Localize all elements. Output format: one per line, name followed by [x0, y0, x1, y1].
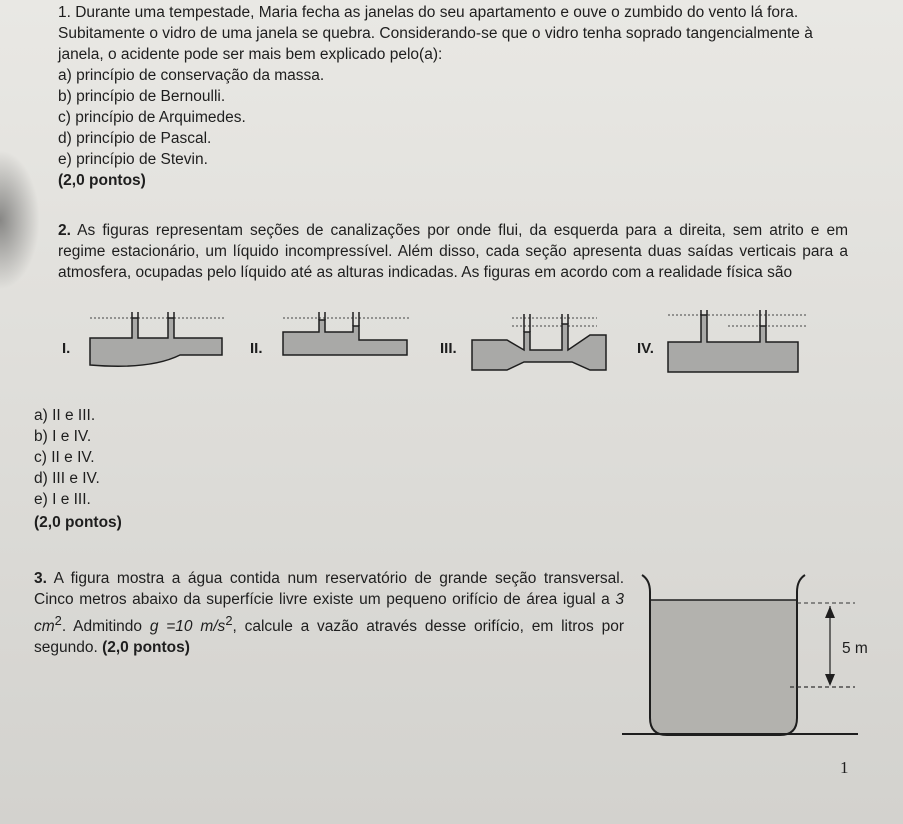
- pipe-figure-ii: [283, 310, 413, 375]
- q2-text: As figuras representam seções de canalizações por onde flui, da esquerda para a direita, sem atrito e em regime estacionário, um líquido incompressível. Além disso, cada seção apresenta duas saídas verticais para a atmosfera, ocupadas pelo líquido até as alturas indicadas. As figuras em acordo com a realidade física são: [58, 222, 849, 281]
- figure-label-ii: II.: [250, 340, 263, 357]
- q2-option-b: b) I e IV.: [34, 428, 92, 445]
- question-1: [58, 2, 858, 191]
- q3-text-c: , calcule a vazão através desse orifício, em litros por segundo.: [34, 618, 624, 657]
- figure-label-i: I.: [62, 340, 71, 357]
- q1-option-b: b) princípio de Bernoulli.: [58, 88, 226, 105]
- q1-option-e: e) princípio de Stevin.: [58, 151, 208, 168]
- q1-option-a: a) princípio de conservação da massa.: [58, 67, 325, 84]
- page-shadow: [0, 150, 40, 290]
- q3-text-a: A figura mostra a água contida num reservatório de grande seção transversal. Cinco metros abaixo da superfície livre existe um pequeno orifício de área igual a: [34, 570, 625, 608]
- q1-option-c: c) princípio de Arquimedes.: [58, 109, 246, 126]
- q1-option-d: d) princípio de Pascal.: [58, 130, 212, 147]
- q2-option-a: a) II e III.: [34, 407, 96, 424]
- q1-line: 1. Durante uma tempestade, Maria fecha as janelas do seu apartamento e ouve o zumbido do vento lá fora.: [58, 4, 799, 21]
- q3-number: 3.: [34, 570, 47, 587]
- figure-label-iii: III.: [440, 340, 457, 357]
- pipe-figure-i: [90, 310, 230, 375]
- q2-option-e: e) I e III.: [34, 491, 91, 508]
- q3-area: 3 cm: [34, 591, 624, 636]
- pipe-figure-iv: [668, 310, 808, 380]
- question-3: [34, 568, 624, 658]
- reservoir-figure: [620, 570, 860, 750]
- q2-option-c: c) II e IV.: [34, 449, 95, 466]
- q3-area-exp: 2: [54, 613, 62, 628]
- depth-label: 5 m: [842, 640, 868, 657]
- q2-points: (2,0 pontos): [34, 514, 122, 531]
- q3-gravity: g =10 m/s: [149, 618, 226, 636]
- q3-gravity-exp: 2: [225, 613, 233, 628]
- q1-line: janela, o acidente pode ser mais bem explicado pelo(a):: [58, 46, 443, 63]
- pipe-figure-iii: [472, 310, 612, 380]
- page-number: 1: [840, 758, 849, 777]
- q1-points: (2,0 pontos): [58, 172, 146, 189]
- q1-line: Subitamente o vidro de uma janela se quebra. Considerando-se que o vidro tenha soprado tangencialmente à: [58, 25, 813, 42]
- q3-points: (2,0 pontos): [102, 639, 190, 657]
- q2-number: 2.: [58, 222, 71, 239]
- question-2-options: [34, 405, 122, 533]
- question-2: [58, 220, 848, 283]
- figure-label-iv: IV.: [637, 340, 654, 357]
- q2-option-d: d) III e IV.: [34, 470, 100, 487]
- q3-text-b: . Admitindo: [61, 618, 150, 636]
